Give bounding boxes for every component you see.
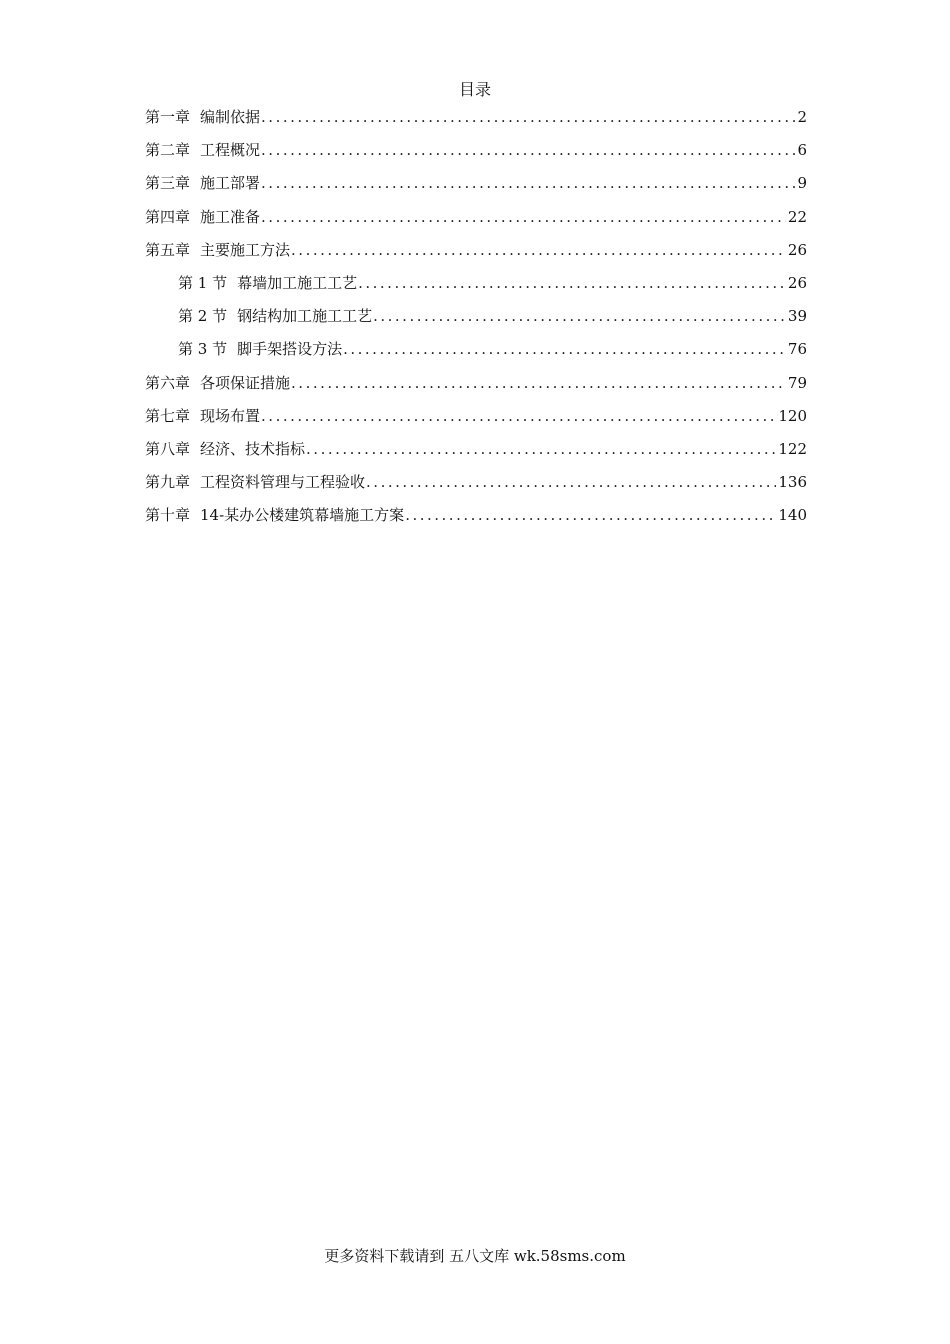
toc-entry-label (145, 172, 260, 194)
toc-entry-title: 14-某办公楼建筑幕墙施工方案 (200, 506, 405, 525)
toc-entry[interactable] (145, 172, 807, 205)
toc-leader-dots (366, 471, 776, 493)
toc-leader-dots (291, 239, 786, 261)
toc-entry[interactable] (145, 405, 807, 438)
toc-entry-label (145, 206, 260, 228)
toc-entry-page: 26 (787, 273, 807, 292)
toc-entry-number: 第七章 (145, 406, 191, 425)
toc-leader-dots (261, 139, 795, 161)
toc-leader-dots (306, 438, 776, 460)
toc-entry-page: 79 (787, 373, 807, 392)
toc-entry-page: 22 (787, 207, 807, 226)
toc-entry-page: 2 (797, 108, 807, 126)
toc-entry-number: 第 2 节 (178, 307, 228, 326)
toc-entry-label (145, 106, 260, 128)
toc-entry-page: 39 (787, 307, 807, 326)
toc-leader-dots (405, 504, 776, 526)
toc-entry-label (145, 438, 305, 460)
toc-entry-label (145, 405, 260, 427)
table-of-contents (145, 106, 807, 537)
toc-entry-title: 主要施工方法 (200, 240, 291, 259)
toc-subentry[interactable] (145, 338, 807, 371)
toc-entry-title: 脚手架搭设方法 (237, 340, 343, 359)
toc-entry-page: 6 (797, 141, 807, 160)
toc-entry-number: 第十章 (145, 506, 191, 525)
toc-entry-label (178, 272, 357, 294)
toc-entry-title: 工程概况 (200, 141, 261, 160)
toc-entry-label (145, 372, 290, 394)
toc-entry-number: 第八章 (145, 439, 191, 458)
toc-entry[interactable] (145, 372, 807, 405)
toc-entry-label (178, 305, 372, 327)
toc-subentry[interactable] (145, 305, 807, 338)
toc-entry-title: 现场布置 (200, 406, 261, 425)
toc-entry-page: 136 (778, 473, 807, 492)
toc-entry[interactable] (145, 206, 807, 239)
toc-entry-title: 经济、技术指标 (200, 439, 306, 458)
toc-entry-title: 各项保证措施 (200, 373, 291, 392)
toc-leader-dots (358, 272, 786, 294)
toc-leader-dots (261, 405, 776, 427)
toc-leader-dots (261, 206, 786, 228)
toc-entry-title: 幕墙加工施工工艺 (237, 273, 358, 292)
toc-entry[interactable] (145, 438, 807, 471)
toc-entry[interactable] (145, 504, 807, 537)
toc-entry-title: 施工部署 (200, 174, 261, 193)
toc-leader-dots (291, 372, 786, 394)
toc-entry-page: 122 (778, 439, 807, 458)
toc-entry-number: 第六章 (145, 373, 191, 392)
toc-entry-page: 76 (787, 340, 807, 359)
toc-entry-page: 26 (787, 240, 807, 259)
toc-leader-dots (373, 305, 786, 327)
toc-entry-number: 第三章 (145, 174, 191, 193)
toc-title: 目录 (458, 80, 491, 99)
toc-entry[interactable] (145, 106, 807, 139)
footer-download-notice: 更多资料下载请到 五八文库 wk.58sms.com (324, 1247, 626, 1265)
toc-entry[interactable] (145, 239, 807, 272)
toc-entry-number: 第九章 (145, 473, 191, 492)
toc-entry-title: 编制依据 (200, 108, 261, 126)
toc-leader-dots (261, 172, 795, 194)
toc-entry-number: 第五章 (145, 240, 191, 259)
toc-leader-dots (343, 338, 786, 360)
toc-entry-label (145, 471, 365, 493)
toc-entry-title: 施工准备 (200, 207, 261, 226)
toc-entry-title: 钢结构加工施工工艺 (237, 307, 373, 326)
toc-entry-number: 第 1 节 (178, 273, 228, 292)
toc-entry-label (178, 338, 342, 360)
toc-entry[interactable] (145, 139, 807, 172)
toc-entry-label (145, 139, 260, 161)
toc-entry-page: 9 (797, 174, 807, 193)
toc-entry-page: 140 (778, 506, 807, 525)
toc-entry-label (145, 504, 404, 526)
toc-entry-number: 第二章 (145, 141, 191, 160)
toc-entry[interactable] (145, 471, 807, 504)
toc-leader-dots (261, 106, 795, 128)
toc-entry-number: 第四章 (145, 207, 191, 226)
toc-subentry[interactable] (145, 272, 807, 305)
toc-entry-label (145, 239, 290, 261)
toc-entry-title: 工程资料管理与工程验收 (200, 473, 366, 492)
toc-entry-page: 120 (778, 406, 807, 425)
toc-entry-number: 第 3 节 (178, 340, 228, 359)
toc-entry-number: 第一章 (145, 108, 191, 126)
